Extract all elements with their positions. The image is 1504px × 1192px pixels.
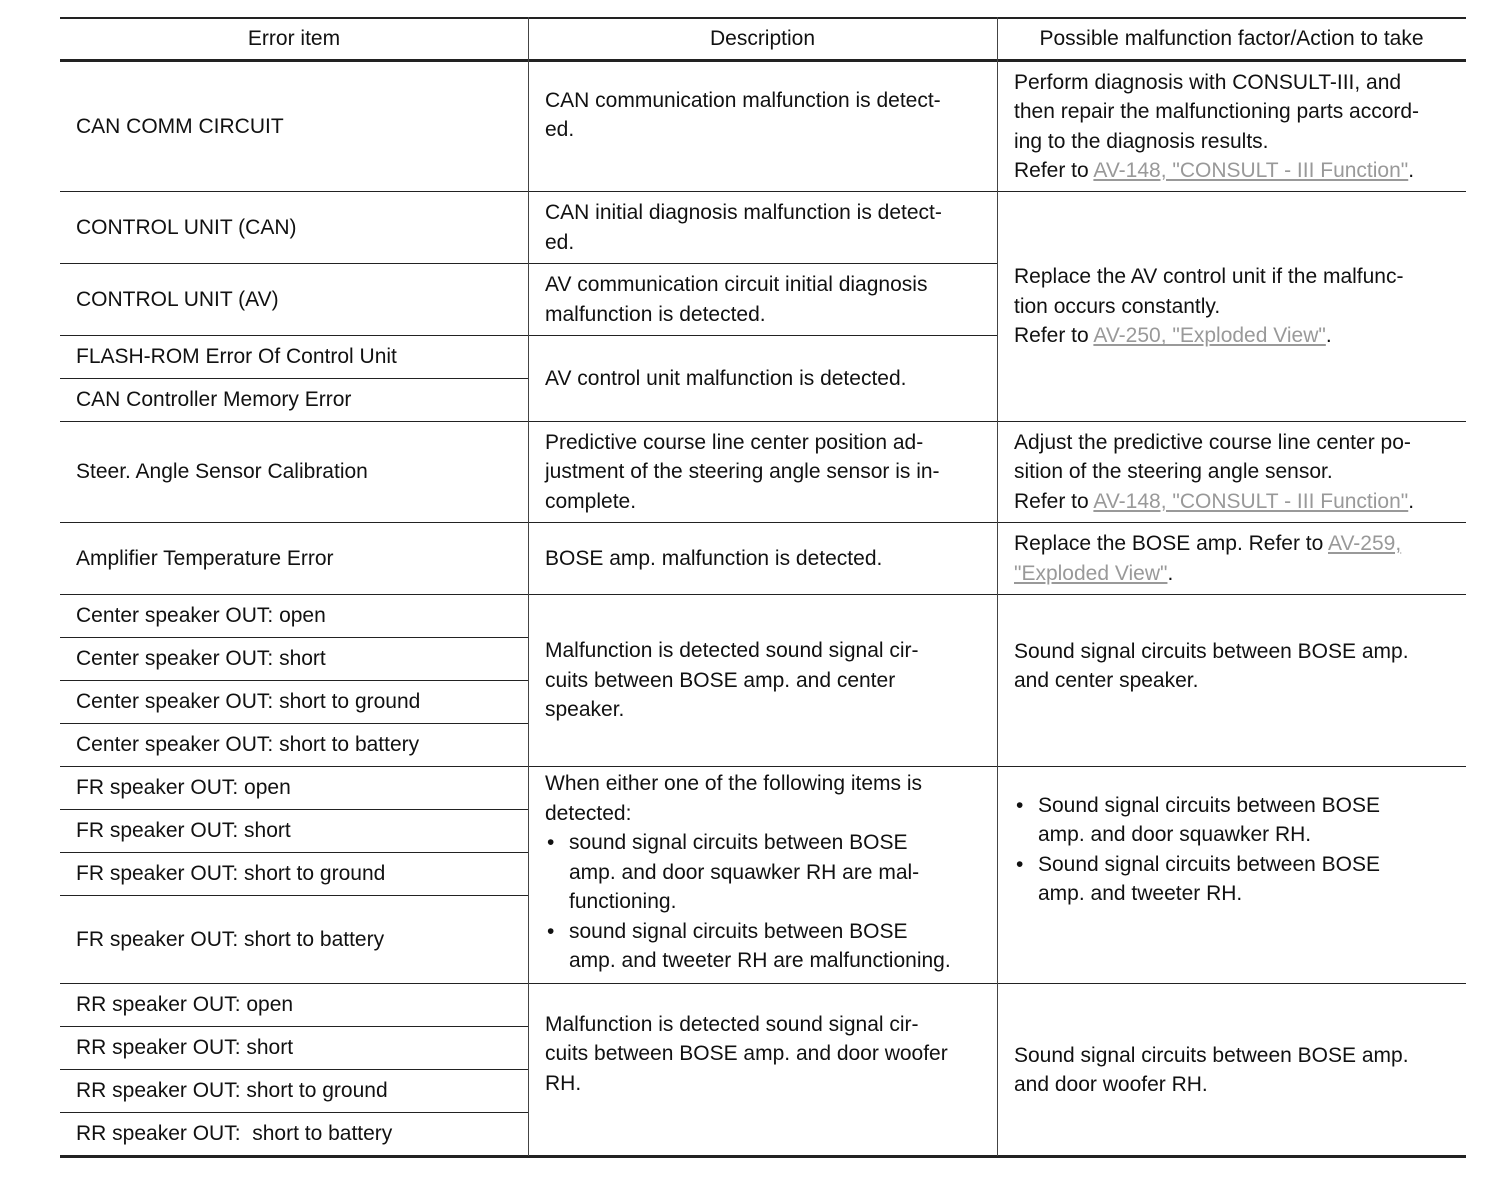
action-fr-content bbox=[1014, 791, 1380, 909]
action-text bbox=[1014, 68, 1419, 186]
action-text bbox=[1014, 529, 1401, 588]
action-text bbox=[1014, 262, 1403, 351]
action-cell bbox=[998, 767, 1466, 932]
bullet-symbol: • bbox=[1016, 793, 1024, 817]
error-item: RR speaker OUT: short bbox=[76, 1036, 294, 1060]
error-item: RR speaker OUT: open bbox=[76, 993, 294, 1017]
error-item: Amplifier Temperature Error bbox=[76, 546, 334, 570]
header-action: Possible malfunction factor/Action to take bbox=[1039, 27, 1424, 51]
bullet-text: Sound signal circuits between BOSE amp. and door squawker RH. bbox=[1038, 793, 1381, 846]
description-cell: Malfunction is detected sound signal cir- cuits between BOSE amp. and center speaker. bbox=[545, 639, 919, 722]
period: . bbox=[1167, 561, 1174, 585]
reference-link[interactable]: AV-148, "CONSULT - III Function" bbox=[1093, 159, 1409, 182]
error-item: FLASH-ROM Error Of Control Unit bbox=[76, 345, 397, 369]
error-item: Center speaker OUT: short to battery bbox=[76, 733, 420, 757]
action-cell: Sound signal circuits between BOSE amp. and door woofer RH. bbox=[1014, 1043, 1409, 1096]
bullet-item bbox=[545, 917, 951, 976]
action-cell bbox=[998, 192, 1466, 421]
error-item: FR speaker OUT: short to ground bbox=[76, 862, 386, 886]
description-cell: Malfunction is detected sound signal cir- cuits between BOSE amp. and door woofer RH. bbox=[545, 1012, 948, 1095]
reference-link[interactable]: AV-250, "Exploded View" bbox=[1093, 324, 1326, 348]
bullet-text: Sound signal circuits between BOSE amp. and tweeter RH. bbox=[1038, 852, 1381, 905]
bullet-symbol: • bbox=[1016, 852, 1024, 876]
error-item: CAN Controller Memory Error bbox=[76, 388, 352, 412]
action-text-body: Replace the BOSE amp. Refer to bbox=[1014, 532, 1328, 555]
error-item: RR speaker OUT: short to ground bbox=[76, 1079, 388, 1103]
action-text bbox=[1014, 428, 1414, 517]
action-text-body: Adjust the predictive course line center po- sition of the steering angle sensor. Refer to bbox=[1014, 430, 1411, 513]
action-cell: Sound signal circuits between BOSE amp. and center speaker. bbox=[1014, 639, 1409, 692]
action-text-body: Replace the AV control unit if the malfunc- tion occurs constantly. Refer to bbox=[1014, 265, 1404, 348]
bullet-text: sound signal circuits between BOSE amp. and door squawker RH are mal- functioning. bbox=[569, 831, 920, 913]
period: . bbox=[1408, 489, 1415, 513]
error-item: FR speaker OUT: open bbox=[76, 776, 291, 800]
description-cell bbox=[529, 769, 997, 983]
reference-link[interactable]: AV-148, "CONSULT - III Function" bbox=[1093, 489, 1409, 513]
header-error-item: Error item bbox=[247, 27, 341, 51]
description-cell: BOSE amp. malfunction is detected. bbox=[545, 546, 883, 570]
description-cell: AV control unit malfunction is detected. bbox=[545, 366, 907, 390]
bullet-text: sound signal circuits between BOSE amp. and tweeter RH are malfunctioning. bbox=[569, 919, 951, 972]
action-cell bbox=[998, 422, 1466, 522]
bullet-item bbox=[1014, 791, 1380, 850]
description-cell: AV communication circuit initial diagnosis malfunction is detected. bbox=[545, 273, 928, 326]
action-cell bbox=[998, 523, 1466, 594]
error-item: Steer. Angle Sensor Calibration bbox=[76, 460, 368, 484]
error-item: RR speaker OUT: short to battery bbox=[76, 1122, 393, 1146]
error-item: FR speaker OUT: short bbox=[76, 819, 291, 843]
description-cell: Predictive course line center position ad- justment of the steering angle sensor is in- complete. bbox=[545, 430, 940, 513]
period: . bbox=[1325, 324, 1332, 348]
description-fr-content bbox=[545, 769, 951, 976]
bullet-item bbox=[1014, 850, 1380, 909]
error-item: Center speaker OUT: open bbox=[76, 604, 326, 628]
header-description: Description bbox=[709, 27, 816, 51]
description-cell: CAN communication malfunction is detect- ed. bbox=[545, 88, 941, 141]
description-fr-intro: When either one of the following items is detected: bbox=[545, 772, 923, 825]
error-item: CAN COMM CIRCUIT bbox=[76, 114, 284, 138]
bullet-symbol: • bbox=[547, 919, 555, 943]
action-cell bbox=[998, 62, 1466, 191]
reference-link[interactable]: AV-259, "Exploded View" bbox=[1014, 532, 1402, 585]
bullet-item bbox=[545, 828, 951, 917]
period: . bbox=[1408, 159, 1415, 182]
error-item: Center speaker OUT: short to ground bbox=[76, 690, 421, 714]
error-item: Center speaker OUT: short bbox=[76, 647, 326, 671]
error-item: CONTROL UNIT (CAN) bbox=[76, 215, 297, 239]
description-cell: CAN initial diagnosis malfunction is detect- ed. bbox=[545, 201, 942, 254]
error-item: CONTROL UNIT (AV) bbox=[76, 287, 279, 311]
error-item: FR speaker OUT: short to battery bbox=[76, 927, 385, 951]
error-table bbox=[60, 17, 1466, 1163]
bullet-symbol: • bbox=[547, 831, 555, 854]
action-text-body: Perform diagnosis with CONSULT-III, and then repair the malfunctioning parts accord- ing to the diagnosis results. Refer to bbox=[1014, 70, 1420, 182]
